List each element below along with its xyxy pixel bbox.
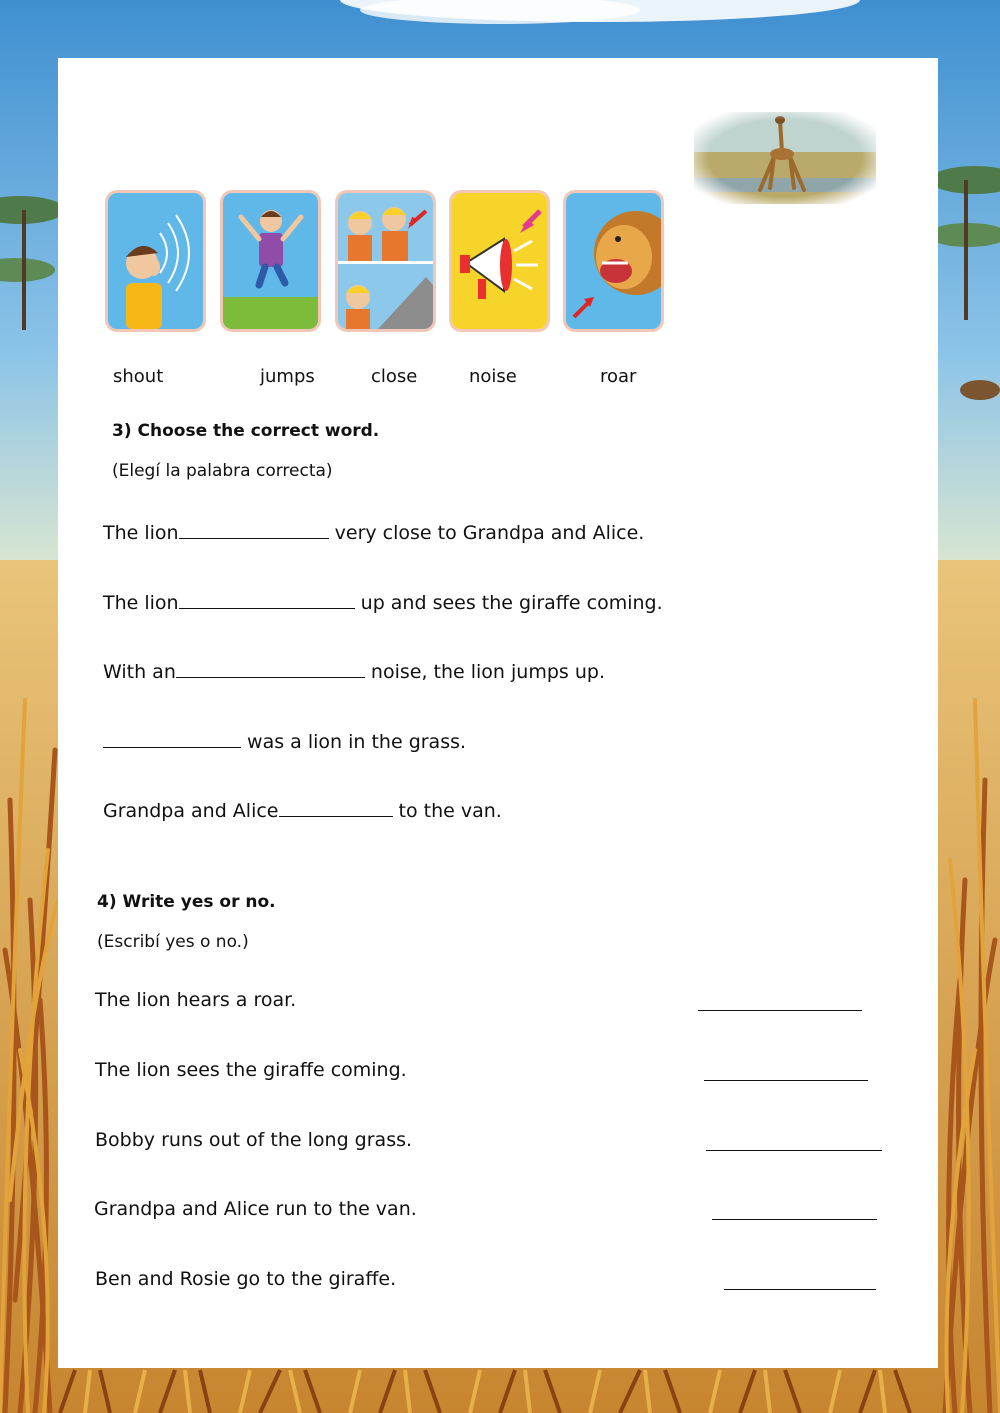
section4-subheading: (Escribí yes o no.) (97, 932, 249, 952)
jumps-picture-card (223, 193, 318, 329)
word-noise: noise (469, 366, 517, 387)
giraffe-photo (694, 112, 876, 204)
answer-line-3[interactable] (706, 1150, 882, 1151)
fill-blank-1[interactable] (179, 524, 329, 539)
fill-blank-2[interactable] (179, 594, 355, 609)
answer-line-2[interactable] (704, 1080, 868, 1081)
section4-heading: 4) Write yes or no. (97, 892, 276, 912)
fill-sentence-1: The lion very close to Grandpa and Alice. (103, 522, 645, 544)
fill-sentence-2: The lion up and sees the giraffe coming. (103, 592, 663, 614)
fill-blank-3[interactable] (176, 663, 365, 678)
fill-blank-5[interactable] (279, 802, 393, 817)
answer-line-1[interactable] (698, 1010, 862, 1011)
fill-sentence-4: was a lion in the grass. (103, 731, 466, 753)
statement-4: Grandpa and Alice run to the van. (94, 1198, 417, 1220)
roar-picture-card (566, 193, 661, 329)
word-shout: shout (113, 366, 164, 387)
fill-sentence-3: With an noise, the lion jumps up. (103, 661, 605, 683)
word-close: close (371, 366, 418, 387)
section3-heading: 3) Choose the correct word. (112, 421, 380, 441)
word-roar: roar (600, 366, 637, 387)
shout-picture-card (108, 193, 203, 329)
statement-1: The lion hears a roar. (95, 989, 297, 1011)
section3-subheading: (Elegí la palabra correcta) (112, 461, 333, 481)
fill-blank-4[interactable] (103, 733, 241, 748)
statement-2: The lion sees the giraffe coming. (95, 1059, 407, 1081)
answer-line-5[interactable] (724, 1289, 876, 1290)
answer-line-4[interactable] (712, 1219, 877, 1220)
statement-5: Ben and Rosie go to the giraffe. (95, 1268, 397, 1290)
fill-sentence-5: Grandpa and Alice to the van. (103, 800, 502, 822)
close-picture-card (338, 193, 433, 329)
noise-picture-card (452, 193, 547, 329)
word-jumps: jumps (260, 366, 315, 387)
statement-3: Bobby runs out of the long grass. (95, 1129, 413, 1151)
